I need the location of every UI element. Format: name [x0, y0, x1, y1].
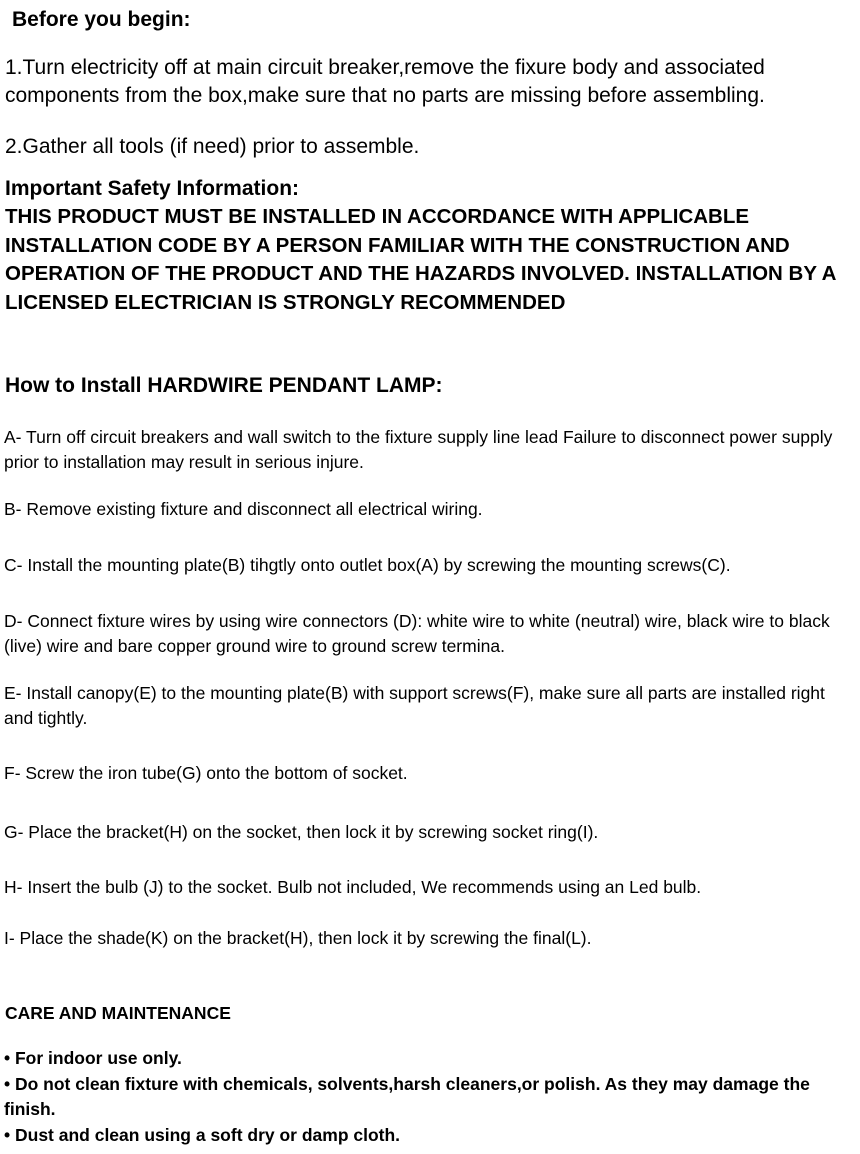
care-item-indoor: • For indoor use only. — [4, 1048, 182, 1068]
before-you-begin-heading: Before you begin: — [12, 8, 191, 31]
install-step-g: G- Place the bracket(H) on the socket, then lock it by screwing socket ring(I). — [4, 822, 599, 842]
safety-heading: Important Safety Information: — [5, 177, 300, 200]
before-item-1: 1.Turn electricity off at main circuit breaker,remove the fixure body and associated components from the box,make sure that no parts are missing before assembling. — [5, 56, 765, 107]
install-step-h: H- Insert the bulb (J) to the socket. Bulb not included, We recommends using an Led bulb. — [4, 877, 702, 897]
install-step-f: F- Screw the iron tube(G) onto the bottom of socket. — [4, 763, 408, 783]
care-list — [4, 1046, 849, 1148]
care-item-dust-clean: • Dust and clean using a soft dry or damp cloth. — [4, 1124, 401, 1145]
install-step-e: E- Install canopy(E) to the mounting plate(B) with support screws(F), make sure all parts are installed right and tightly. — [4, 683, 825, 728]
care-item-no-chemicals: • Do not clean fixture with chemicals, solvents,harsh cleaners,or polish. As they may damage the finish. — [4, 1073, 810, 1119]
install-step-a: A- Turn off circuit breakers and wall switch to the fixture supply line lead Failure to disconnect power supply prior to installation may result in serious injure. — [4, 427, 833, 472]
install-step-d: D- Connect fixture wires by using wire connectors (D): white wire to white (neutral) wire, black wire to black (live) wire and bare copper ground wire to ground screw termina. — [4, 611, 830, 656]
safety-warning-text: THIS PRODUCT MUST BE INSTALLED IN ACCORDANCE WITH APPLICABLE INSTALLATION CODE BY A PERSON FAMILIAR WITH THE CONSTRUCTION AND OPERATION OF THE PRODUCT AND THE HAZARDS INVOLVED. INSTALLATION BY A LICENSED ELECTRICIAN IS STRONGLY RECOMMENDED — [5, 205, 836, 314]
install-step-i: I- Place the shade(K) on the bracket(H), then lock it by screwing the final(L). — [4, 928, 592, 948]
before-item-2: 2.Gather all tools (if need) prior to assemble. — [5, 135, 420, 158]
install-step-c: C- Install the mounting plate(B) tihgtly onto outlet box(A) by screwing the mounting screws(C). — [4, 555, 731, 575]
care-maintenance-heading: CARE AND MAINTENANCE — [5, 1003, 231, 1023]
install-step-b: B- Remove existing fixture and disconnect all electrical wiring. — [4, 499, 483, 519]
safety-section — [5, 175, 855, 330]
install-heading: How to Install HARDWIRE PENDANT LAMP: — [5, 374, 443, 397]
